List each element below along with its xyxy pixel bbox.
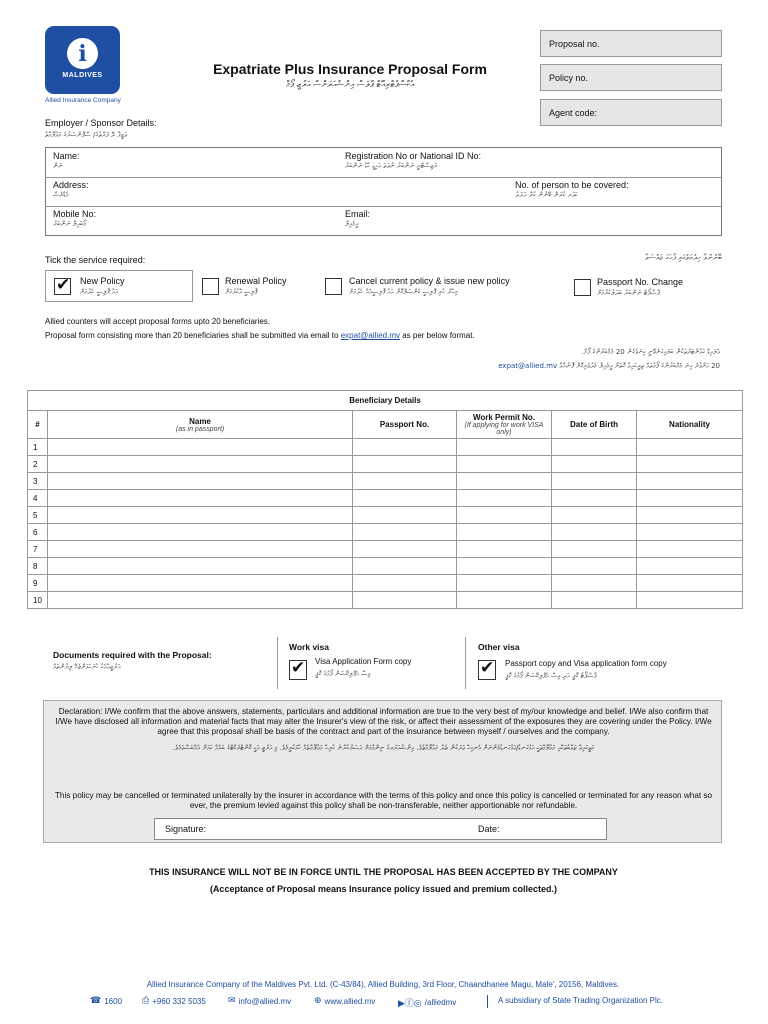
table-row [28, 473, 743, 490]
table-cell-input[interactable] [457, 439, 552, 456]
service-label: Tick the service required: [45, 255, 146, 265]
table-cell-input[interactable] [637, 558, 743, 575]
table-cell-input[interactable] [353, 473, 457, 490]
table-cell-input[interactable] [637, 490, 743, 507]
mobile-input[interactable] [120, 208, 330, 234]
table-cell-input[interactable] [637, 592, 743, 609]
mobile-label: Mobile No: [53, 209, 97, 219]
col-header-work-permit: Work Permit No. (If applying for work VISA only) [457, 411, 552, 439]
footer-web[interactable]: ⊕ www.allied.mv [314, 996, 376, 1006]
footer-address: Allied Insurance Company of the Maldives Pvt. Ltd. (C-43/84), Allied Building, 3rd Floor, Chaandhanee Magu, Male', 20156, Maldives. [146, 980, 620, 989]
policy-no-field[interactable] [540, 64, 722, 91]
table-cell-input[interactable] [48, 558, 353, 575]
service-option-cancel-dv: މިހާރު ހުރި ޕޮލިސީ ކެންސަލްކޮށް އައު ޕޮލިސީއެއް ހެދުމަށް [349, 288, 458, 296]
table-cell-input[interactable] [637, 507, 743, 524]
documents-label-dv: އަރުޒީއާއެކު ހުށަހަޅަންޖެހޭ ލިޔުންތައް [53, 663, 121, 671]
service-option-passport-dv: ޕާސްޕޯޓް ނަންބަރު ބަދަލުކުރުމަށް [597, 289, 660, 297]
table-cell-input[interactable] [48, 524, 353, 541]
info-icon: i [67, 38, 98, 69]
table-cell-input[interactable] [353, 575, 457, 592]
work-visa-title: Work visa [289, 642, 330, 652]
table-cell-input[interactable] [457, 592, 552, 609]
registration-no-label: Registration No or National ID No: [345, 151, 482, 161]
address-input[interactable] [120, 179, 500, 205]
col-header-dob: Date of Birth [552, 411, 637, 439]
row-number: 7 [28, 541, 48, 558]
table-cell-input[interactable] [48, 575, 353, 592]
table-cell-input[interactable] [48, 592, 353, 609]
notice-dv-1: އެލައިޑް ކައުންޓަރުތަކުން ބަލައިގަނެވޭނީ ގިނަވެގެން 20 މެމްބަރުންގެ ފޯމް. [581, 348, 720, 356]
table-cell-input[interactable] [353, 592, 457, 609]
footer-subsidiary: A subsidiary of State Trading Organization Plc. [498, 996, 663, 1005]
table-cell-input[interactable] [353, 524, 457, 541]
table-cell-input[interactable] [48, 473, 353, 490]
table-cell-input[interactable] [353, 490, 457, 507]
table-cell-input[interactable] [353, 507, 457, 524]
signature-label: Signature: [165, 824, 207, 834]
table-cell-input[interactable] [552, 456, 637, 473]
col-header-nationality: Nationality [637, 411, 743, 439]
table-row [28, 558, 743, 575]
row-number: 4 [28, 490, 48, 507]
form-title-dv: އެކްސްޕެޓްރިއޭޓް ޕްލަސް އިންޝުއަރަންސް އަރުޒީ ފޯމް [285, 80, 415, 90]
service-option-renewal-dv: ޕޮލިސީ އާކުރުމަށް [225, 288, 258, 296]
table-row [28, 507, 743, 524]
employer-name-dv: ނަން [53, 162, 63, 170]
row-number: 5 [28, 507, 48, 524]
globe-icon: ⊕ [314, 996, 322, 1006]
other-visa-item-dv: ޕާސްޕޯޓް ކޮޕީ އަދި ވިސާ އެޕްލިކޭޝަން ފޯމުގެ ކޮޕީ [505, 672, 597, 680]
row-number: 10 [28, 592, 48, 609]
table-cell-input[interactable] [457, 541, 552, 558]
declaration-text-dv: މަތީގައިވާ ޖަވާބުތަކާއި މަޢުލޫމާތަކީ އަޅުގަނޑު/އަޅުގަނޑުމެންނަށް އެނގިހާ ވަރަކުން ތެދު މަޢުލޫމާތެވެ. އިންޝުއަރަރގެ ނިންމުމަށް އަސަރުކުރާނެ ހުރިހާ މަޢުލޫމާތެއް ހާމަކުރީމެވެ. މި އަރުޒީ އަކީ ކޮންޓްރެކްޓްގެ ބައެއް ކަމަށް އެއްބަސްވަމެވެ. [172, 744, 595, 752]
notice-dv-2 [85, 362, 720, 371]
service-option-new-policy[interactable] [45, 270, 193, 302]
checkbox-checked-icon[interactable] [54, 278, 71, 295]
row-number: 2 [28, 456, 48, 473]
employer-section-label-dv: ވަޒީފާ ދޭ ފަރާތުގެ/ ސްޕޮންސަރުގެ މަޢުލޫމާތު [45, 131, 127, 139]
table-cell-input[interactable] [637, 439, 743, 456]
table-cell-input[interactable] [552, 524, 637, 541]
table-cell-input[interactable] [457, 473, 552, 490]
agent-code-field[interactable] [540, 99, 722, 126]
table-cell-input[interactable] [48, 439, 353, 456]
notice-email-link[interactable]: expat@allied.mv [340, 331, 400, 340]
company-logo [45, 26, 120, 94]
checkmark-icon: ✔ [291, 658, 306, 678]
notice-line-1: Allied counters will accept proposal forms upto 20 beneficiaries. [45, 317, 271, 326]
form-title: Expatriate Plus Insurance Proposal Form [213, 61, 487, 77]
checkmark-icon: ✔ [480, 658, 495, 678]
service-option-passport-label: Passport No. Change [597, 277, 684, 287]
table-cell-input[interactable] [457, 524, 552, 541]
table-row [28, 456, 743, 473]
address-dv: އެޑްރެސް [53, 191, 69, 199]
table-cell-input[interactable] [552, 558, 637, 575]
notice-dv-email[interactable]: expat@allied.mv [498, 362, 558, 370]
service-option-dv: އައު ޕޮލިސީ ހެދުމަށް [80, 288, 119, 296]
service-option-label: New Policy [80, 276, 125, 286]
signature-date-row [154, 818, 607, 840]
notice-dv-2-text: 20 އަށްވުރެ ގިނަ މެމްބަރުންގެ ފޯމުތައް ތިރީގައިވާ ގޮތަށް އީމެއިލް މެދުވެރިކޮށް ފޮނުއްވާ [559, 362, 720, 370]
table-cell-input[interactable] [637, 473, 743, 490]
service-option-cancel-checkbox[interactable] [325, 278, 342, 295]
employer-section-label: Employer / Sponsor Details: [45, 118, 157, 128]
table-cell-input[interactable] [552, 439, 637, 456]
service-label-dv: ބޭނުންވާ ޚިދުމަތުގައި ފާހަގަ ޖައްސަވާ [644, 253, 722, 262]
table-cell-input[interactable] [48, 490, 353, 507]
footer-phone[interactable]: ☎ 1600 [90, 996, 123, 1006]
table-cell-input[interactable] [637, 541, 743, 558]
table-cell-input[interactable] [457, 490, 552, 507]
beneficiary-title: Beneficiary Details [28, 391, 743, 411]
other-visa-title: Other visa [478, 642, 520, 652]
agent-code-label: Agent code: [549, 108, 598, 118]
notice-line-2-pre: Proposal form consisting more than 20 beneficiaries shall be submitted via email to [45, 331, 339, 340]
table-cell-input[interactable] [637, 456, 743, 473]
table-cell-input[interactable] [552, 473, 637, 490]
declaration-box [43, 700, 722, 843]
date-label: Date: [478, 824, 500, 834]
table-row [28, 439, 743, 456]
table-row [28, 524, 743, 541]
documents-label: Documents required with the Proposal: [53, 650, 212, 660]
persons-covered-input[interactable] [660, 179, 718, 205]
table-cell-input[interactable] [552, 507, 637, 524]
table-cell-input[interactable] [457, 507, 552, 524]
service-option-renewal-checkbox[interactable] [202, 278, 219, 295]
table-row [28, 592, 743, 609]
other-visa-item: Passport copy and Visa application form copy [505, 659, 667, 668]
service-option-passport-checkbox[interactable] [574, 279, 591, 296]
row-number: 8 [28, 558, 48, 575]
table-cell-input[interactable] [457, 456, 552, 473]
proposal-no-field[interactable] [540, 30, 722, 57]
row-number: 1 [28, 439, 48, 456]
registration-no-input[interactable] [550, 150, 718, 176]
footer-fax[interactable]: ⎙ +960 332 5035 [142, 996, 206, 1006]
table-cell-input[interactable] [457, 575, 552, 592]
footer-social[interactable]: ▶ⓕ◎ /alliedmv [398, 998, 457, 1009]
table-row [28, 541, 743, 558]
logo-text: MALDIVES [62, 72, 103, 79]
mobile-dv: މޯބައިލް ނަންބަރު [53, 220, 87, 228]
table-cell-input[interactable] [457, 558, 552, 575]
persons-covered-label: No. of person to be covered: [515, 180, 629, 190]
work-visa-item: Visa Application Form copy [315, 657, 412, 666]
service-option-cancel-label: Cancel current policy & issue new policy [349, 276, 510, 286]
col-header-passport: Passport No. [353, 411, 457, 439]
address-label: Address: [53, 180, 89, 190]
declaration-text: Declaration: I/We confirm that the above answers, statements, particulars and additional information are true to the very best of my/our knowledge and belief. I/We also confirm that I/We have disclosed all information and material facts that may alter the Insurer's view of the risk, or affect their assessment of the exposures they are covering under the Policy. I/We agree that this proposal shall be basis of the contract and part of the insurance between myself / ourselves and the company. [55, 707, 712, 736]
persons-covered-dv: ކަވަރ ކުރަން ބޭނުން ކުރާ ޢަދަދު [515, 191, 578, 199]
registration-no-dv: ރަޖިސްޓްރީ ނަންބަރު ނުވަތަ އައިޑީ ކާޑު ނަންބަރު [345, 162, 438, 170]
closing-line-2: (Acceptance of Proposal means Insurance policy issued and premium collected.) [209, 884, 558, 894]
table-cell-input[interactable] [48, 541, 353, 558]
row-number: 3 [28, 473, 48, 490]
signature-input[interactable] [215, 821, 465, 838]
email-label: Email: [345, 209, 371, 219]
table-cell-input[interactable] [353, 558, 457, 575]
table-cell-input[interactable] [637, 575, 743, 592]
table-cell-input[interactable] [552, 541, 637, 558]
beneficiary-table [27, 390, 743, 609]
notice-line-2 [45, 331, 475, 340]
other-visa-checkbox[interactable] [478, 660, 496, 680]
email-input[interactable] [390, 208, 718, 234]
service-option-renewal-label: Renewal Policy [225, 276, 287, 286]
date-input[interactable] [510, 821, 600, 838]
work-visa-checkbox[interactable] [289, 660, 307, 680]
work-visa-item-dv: ވިސާ އެޕްލިކޭޝަން ފޯމުގެ ކޮޕީ [315, 670, 371, 678]
table-cell-input[interactable] [552, 575, 637, 592]
table-row [28, 490, 743, 507]
table-cell-input[interactable] [353, 456, 457, 473]
phone-icon: ☎ [90, 996, 102, 1006]
table-cell-input[interactable] [48, 456, 353, 473]
email-dv: އީމެއިލް [345, 220, 359, 228]
notice-line-2-post: as per below format. [402, 331, 475, 340]
row-number: 9 [28, 575, 48, 592]
row-number: 6 [28, 524, 48, 541]
social-media-icons: ▶ⓕ◎ [398, 999, 422, 1009]
email-icon: ✉ [228, 996, 236, 1006]
table-cell-input[interactable] [637, 524, 743, 541]
table-cell-input[interactable] [552, 490, 637, 507]
table-cell-input[interactable] [353, 439, 457, 456]
cancellation-text: This policy may be cancelled or terminated unilaterally by the insurer in accordance with the terms of this policy and once this policy is cancelled or terminated for any reason what so ever, the premium levied against this policy shall be non-transferable, neither apportionable nor refundable. [54, 791, 713, 810]
table-cell-input[interactable] [353, 541, 457, 558]
col-header-number: # [28, 411, 48, 439]
employer-name-label: Name: [53, 151, 80, 161]
col-header-name: Name (as in passport) [48, 411, 353, 439]
footer-email[interactable]: ✉ info@allied.mv [228, 996, 292, 1006]
closing-line-1: THIS INSURANCE WILL NOT BE IN FORCE UNTIL THE PROPOSAL HAS BEEN ACCEPTED BY THE COMPANY [149, 867, 618, 877]
table-cell-input[interactable] [48, 507, 353, 524]
table-cell-input[interactable] [552, 592, 637, 609]
proposal-no-label: Proposal no. [549, 39, 600, 49]
fax-icon: ⎙ [142, 996, 150, 1006]
policy-no-label: Policy no. [549, 73, 589, 83]
employer-name-input[interactable] [120, 150, 330, 176]
table-row [28, 575, 743, 592]
logo-caption: Allied Insurance Company [45, 97, 121, 104]
